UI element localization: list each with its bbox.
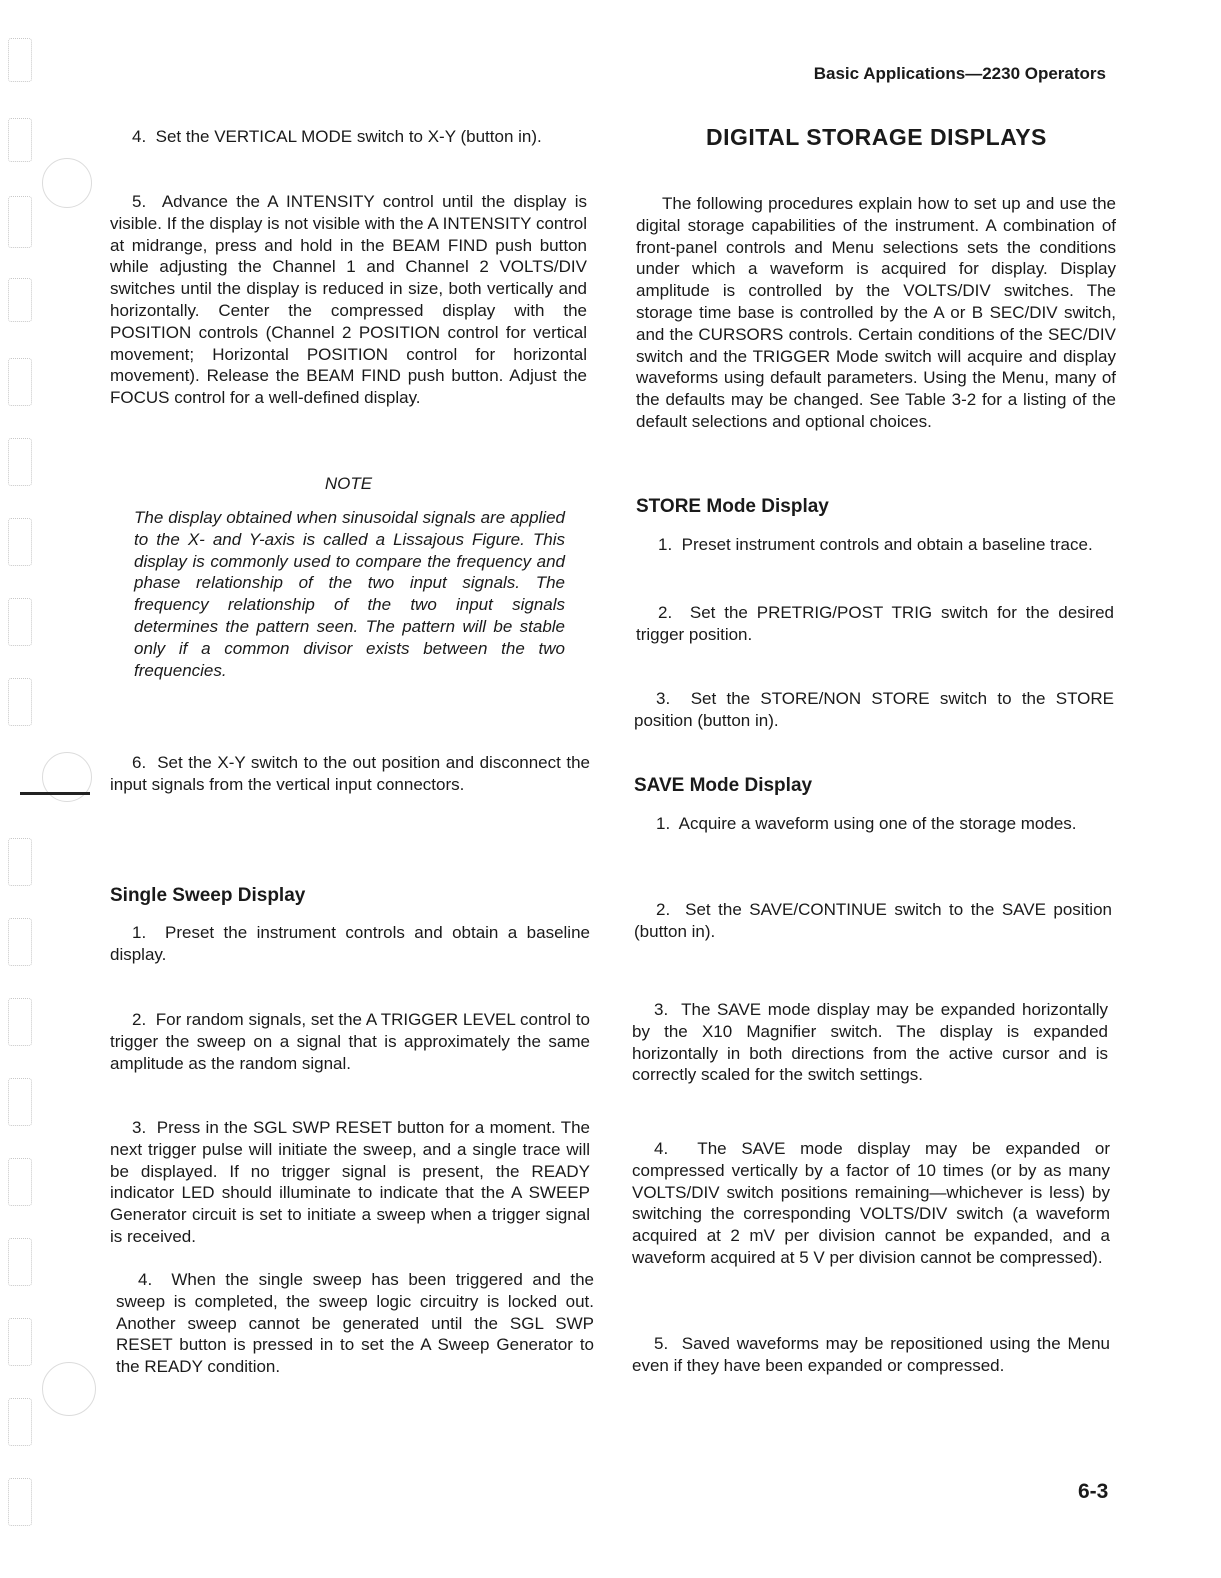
single-sweep-heading: Single Sweep Display bbox=[110, 885, 306, 906]
save-step-1: 1. Acquire a waveform using one of the storage modes. bbox=[656, 814, 1077, 833]
running-head: Basic Applications—2230 Operators bbox=[813, 64, 1106, 83]
note-title: NOTE bbox=[324, 474, 373, 493]
store-mode-heading: STORE Mode Display bbox=[636, 496, 829, 517]
punch-hole-bottom bbox=[42, 1362, 96, 1416]
single-sweep-step-1: 1. Preset the instrument controls and obtain a baseline display. bbox=[110, 923, 590, 964]
save-step-5: 5. Saved waveforms may be repositioned using the Menu even if they have been expanded or compressed. bbox=[632, 1334, 1110, 1375]
page-number: 6-3 bbox=[1078, 1480, 1109, 1503]
save-step-3: 3. The SAVE mode display may be expanded horizontally by the X10 Magnifier switch. The display is expanded horizontally in both directions from the active cursor and is correctly scaled for the switch settings. bbox=[632, 1000, 1108, 1085]
single-sweep-step-2: 2. For random signals, set the A TRIGGER LEVEL control to trigger the sweep on a signal that is approximately the same amplitude as the random signal. bbox=[110, 1010, 590, 1073]
left-step-4: 4. Set the VERTICAL MODE switch to X-Y (button in). bbox=[132, 127, 542, 146]
store-step-2: 2. Set the PRETRIG/POST TRIG switch for the desired trigger position. bbox=[636, 603, 1114, 644]
punch-hole-marker bbox=[20, 792, 90, 795]
punch-hole-top bbox=[42, 158, 92, 208]
store-step-1: 1. Preset instrument controls and obtain a baseline trace. bbox=[658, 535, 1093, 554]
storage-intro: The following procedures explain how to set up and use the digital storage capabilities of the instrument. A combination of front-panel controls and Menu selections sets the conditions under which a waveform is acquired for display. Display amplitude is controlled by the VOLTS/DIV switches. The storage time base is controlled by the A or B SEC/DIV switch, and the CURSORS controls. Certain conditions of the SEC/DIV switch and the TRIGGER Mode switch will acquire and display waveforms using default parameters. Using the Menu, many of the defaults may be changed. See Table 3-2 for a listing of the default selections and optional choices. bbox=[636, 194, 1116, 431]
save-mode-heading: SAVE Mode Display bbox=[634, 775, 813, 796]
store-step-3: 3. Set the STORE/NON STORE switch to the STORE position (button in). bbox=[634, 689, 1114, 730]
section-title: DIGITAL STORAGE DISPLAYS bbox=[706, 124, 1047, 150]
note-text: The display obtained when sinusoidal signals are applied to the X- and Y-axis is called a Lissajous Figure. This display is commonly used to compare the frequency and phase relationship of the two input signals. The frequency relationship of the two input signals determines the pattern seen. The pattern will be stable only if a common divisor exists between the two frequencies. bbox=[134, 508, 565, 680]
left-step-6: 6. Set the X-Y switch to the out position and disconnect the input signals from the vertical input connectors. bbox=[110, 753, 590, 794]
save-step-4: 4. The SAVE mode display may be expanded or compressed vertically by a factor of 10 times (or by as many VOLTS/DIV switch positions remaining—whichever is less) by switching the corresponding VOLTS/DIV switch (a waveform acquired at 2 mV per division cannot be expanded, and a waveform acquired at 5 V per division cannot be compressed). bbox=[632, 1139, 1110, 1267]
single-sweep-step-4: 4. When the single sweep has been triggered and the sweep is completed, the sweep logic circuitry is locked out. Another sweep cannot be generated until the SGL SWP RESET button is pressed in to set the A Sweep Generator to the READY condition. bbox=[116, 1270, 594, 1377]
left-step-5: 5. Advance the A INTENSITY control until the display is visible. If the display is not visible with the A INTENSITY control at midrange, press and hold in the BEAM FIND push button while adjusting the Channel 1 and Channel 2 VOLTS/DIV switches until the display is reduced in size, both vertically and horizontally. Center the compressed display with the POSITION controls (Channel 2 POSITION control for vertical movement; Horizontal POSITION control for horizontal movement). Release the BEAM FIND push button. Adjust the FOCUS control for a well-defined display. bbox=[110, 192, 587, 408]
save-step-2: 2. Set the SAVE/CONTINUE switch to the SAVE position (button in). bbox=[634, 900, 1112, 941]
single-sweep-step-3: 3. Press in the SGL SWP RESET button for a moment. The next trigger pulse will initiate the sweep, and a single trace will be displayed. If no trigger signal is present, the READY indicator LED should illuminate to indicate that the A SWEEP Generator circuit is set to initiate a sweep when a trigger signal is received. bbox=[110, 1118, 590, 1246]
